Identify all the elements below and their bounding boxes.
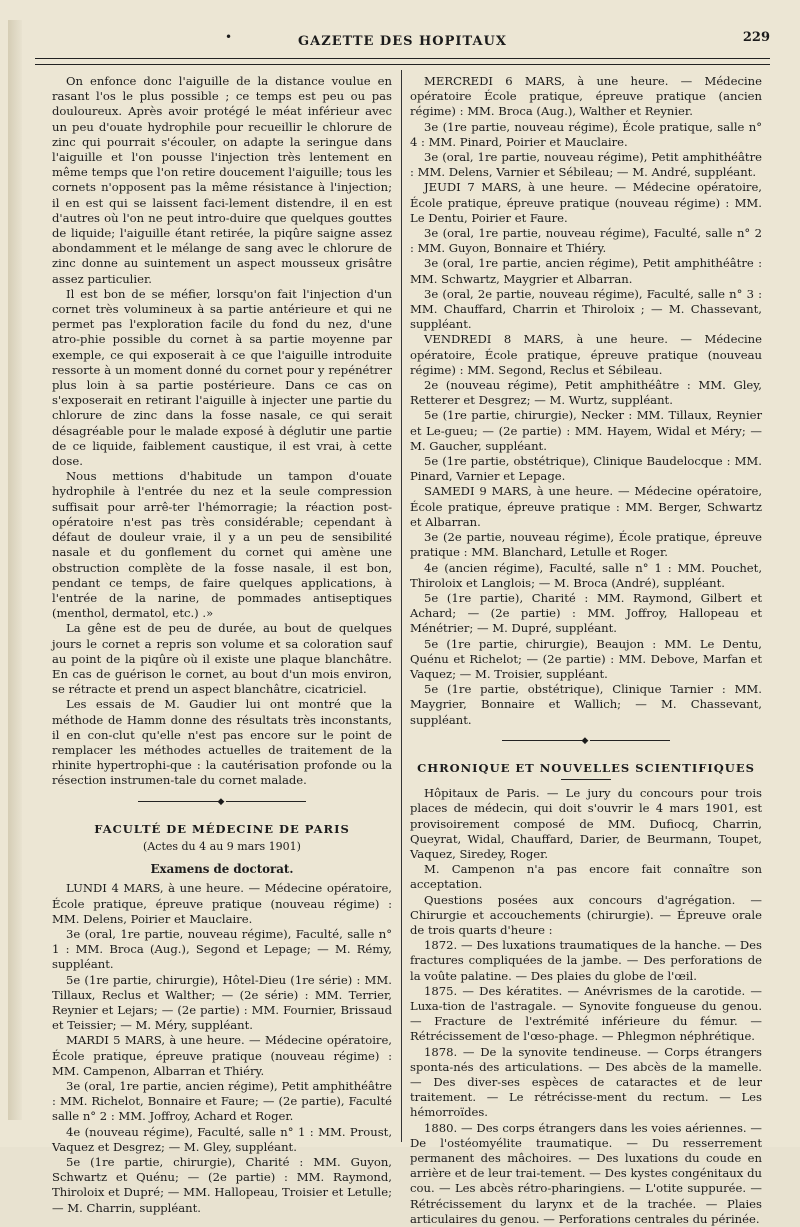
faculty-heading: FACULTÉ DE MÉDECINE DE PARIS xyxy=(94,821,350,836)
paragraph: On enfonce donc l'aiguille de la distance voulue en rasant l'os le plus possible ; ce temps est peu ou pas douloureux. Après avoir protégé le méat inférieur avec un peu d'ouate hydrophile pour recueillir le chlorure de zinc qui pourrait s'écouler, on adapte la seringue dans l'aiguille et l'on pousse l'injection très lentement en même temps que l'on retire doucement l'aiguille; tous les cornets n'opposent pas la même résistance à l'injection; il en est qui se laissent faci-lement distendre, il en est d'autres où l'on ne peut intro-duire que quelques gouttes de liquide; l'aiguille étant retirée, la piqûre saigne assez abondamment et le mélange de sang avec le chlorure de zinc donne au suintement un aspect mousseux grisâtre assez particulier. xyxy=(52,74,392,286)
exam-entry: MERCREDI 6 MARS, à une heure. — Médecine opératoire École pratique, épreuve pratique (ancien régime) : MM. Broca (Aug.), Walther et Reynier. xyxy=(410,74,762,119)
news-paragraph: M. Campenon n'a pas encore fait connaître son acceptation. xyxy=(410,862,762,892)
news-paragraph: Questions posées aux concours d'agrégation. — Chirurgie et accouchements (chirurgie). — Épreuve orale de trois quarts d'heure : xyxy=(410,892,762,937)
paragraph: Il est bon de se méfier, lorsqu'on fait l'injection d'un cornet très volumineux à sa partie antérieure et qui ne permet pas l'exploration facile du fond du nez, d'une atro-phie possible du cornet à sa partie moyenne par exemple, ce qui exposerait à ce que l'aiguille introduite ressorte à un moment donné du cornet pour y repénétrer plus loin à sa partie postérieure. Dans ce cas on s'exposerait en retirant l'aiguille à injecter une partie du chlorure de zinc dans la fosse nasale, ce qui serait désagréable pour le malade exposé à déglutir une partie de ce liquide, faiblement caustique, il est vrai, à cette dose. xyxy=(52,286,392,469)
journal-title: GAZETTE DES HOPITAUX xyxy=(298,34,507,49)
exam-entry: LUNDI 4 MARS, à une heure. — Médecine opératoire, École pratique, épreuve pratique (nouveau régime) : MM. Delens, Poirier et Mauclaire. xyxy=(52,881,392,926)
exam-entry: 3e (oral, 1re partie, nouveau régime), Faculté, salle n° 1 : MM. Broca (Aug.), Segond et Lepage; — M. Rémy, suppléant. xyxy=(52,926,392,972)
paragraph: La gêne est de peu de durée, au bout de quelques jours le cornet a repris son volume et sa coloration sauf au point de la piqûre où il existe une plaque blanchâtre. En cas de guérison le cornet, au bout d'un mois environ, se rétracte et prend un aspect blanchâtre, cicatriciel. xyxy=(52,621,392,697)
news-paragraph: 1878. — De la synovite tendineuse. — Corps étrangers sponta-nés des articulations. — Des abcès de la mamelle. — Des diver-ses espèces de cataractes et de leur traitement. — Le rétrécisse-ment du rectum. — Les hémorroïdes. xyxy=(410,1044,762,1120)
exam-entry: 5e (1re partie, chirurgie), Necker : MM. Tillaux, Reynier et Le-gueu; — (2e partie) : MM. Hayem, Widal et Méry; — M. Gaucher, suppléant. xyxy=(410,408,762,453)
exam-entry: 3e (oral, 1re partie, ancien régime), Petit amphithéâtre : MM. Richelot, Bonnaire et Faure; — (2e partie), Faculté salle n° 2 : MM. Joffroy, Achard et Roger. xyxy=(52,1079,392,1124)
exam-entry: 3e (1re partie, nouveau régime), École pratique, salle n° 4 : MM. Pinard, Poirier et Mauclaire. xyxy=(410,119,762,149)
heading-rule xyxy=(561,779,611,780)
exam-entry: 3e (2e partie, nouveau régime), École pratique, épreuve pratique : MM. Blanchard, Letulle et Roger. xyxy=(410,530,762,560)
section-ornament: ◆ xyxy=(52,795,392,810)
exam-entry: 4e (nouveau régime), Faculté, salle n° 1 : MM. Proust, Vaquez et Desgrez; — M. Gley, suppléant. xyxy=(52,1124,392,1154)
exam-entry: 5e (1re partie, obstétrique), Clinique Baudelocque : MM. Pinard, Varnier et Lepage. xyxy=(410,454,762,484)
paragraph: Les essais de M. Gaudier lui ont montré que la méthode de Hamm donne des résultats très inconstants, il en con-clut qu'elle n'est pas encore sur le point de remplacer les méthodes actuelles de traitement de la rhinite hypertrophi-que : la cautérisation profonde ou la résection instrumen-tale du cornet malade. xyxy=(52,697,392,788)
exam-entry: 5e (1re partie, chirurgie), Hôtel-Dieu (1re série) : MM. Tillaux, Reclus et Walther; — (2e série) : MM. Terrier, Reynier et Lejars; — (2e partie) : MM. Fournier, Brissaud et Teissier; — M. Méry, suppléant. xyxy=(52,972,392,1033)
exam-entry: MARDI 5 MARS, à une heure. — Médecine opératoire, École pratique, épreuve pratique (nouveau régime) : MM. Campenon, Albarran et Thiéry. xyxy=(52,1033,392,1078)
exam-entry: 2e (nouveau régime), Petit amphithéâtre : MM. Gley, Retterer et Desgrez; — M. Wurtz, suppléant. xyxy=(410,378,762,408)
left-column xyxy=(52,74,392,1216)
header-dot: • xyxy=(225,30,233,44)
exam-entry: 3e (oral, 2e partie, nouveau régime), Faculté, salle n° 3 : MM. Chauffard, Charrin et Thiroloix ; — M. Chassevant, suppléant. xyxy=(410,286,762,332)
exam-entry: 3e (oral, 1re partie, nouveau régime), Petit amphithéâtre : MM. Delens, Varnier et Sébileau; — M. André, suppléant. xyxy=(410,150,762,180)
exam-entry: SAMEDI 9 MARS, à une heure. — Médecine opératoire, École pratique, épreuve pratique : MM. Berger, Schwartz et Albarran. xyxy=(410,484,762,529)
exam-entry: 3e (oral, 1re partie, ancien régime), Petit amphithéâtre : MM. Schwartz, Maygrier et Albarran. xyxy=(410,256,762,286)
exam-entry: 5e (1re partie, chirurgie), Charité : MM. Guyon, Schwartz et Quénu; — (2e partie) : MM. Raymond, Thiroloix et Dupré; — MM. Hallopeau, Troisier et Letulle; — M. Charrin, suppléant. xyxy=(52,1155,392,1215)
exams-heading: Examens de doctorat. xyxy=(150,862,294,877)
page-number: 229 xyxy=(742,30,770,45)
exam-entry: JEUDI 7 MARS, à une heure. — Médecine opératoire, École pratique, épreuve pratique (nouveau régime) : MM. Le Dentu, Poirier et Faure. xyxy=(410,180,762,225)
page-binding-edge xyxy=(8,20,22,1120)
section-ornament: ◆ xyxy=(410,734,762,749)
exam-entry: 5e (1re partie, obstétrique), Clinique Tarnier : MM. Maygrier, Bonnaire et Wallich; — M. Chassevant, suppléant. xyxy=(410,682,762,727)
exam-entry: 4e (ancien régime), Faculté, salle n° 1 : MM. Pouchet, Thiroloix et Langlois; — M. Broca (André), suppléant. xyxy=(410,560,762,590)
exam-entry: 5e (1re partie, chirurgie), Beaujon : MM. Le Dentu, Quénu et Richelot; — (2e partie) : MM. Debove, Marfan et Vaquez; — M. Troisier, suppléant. xyxy=(410,636,762,681)
news-paragraph: Hôpitaux de Paris. — Le jury du concours pour trois places de médecin, qui doit s'ouvrir le 4 mars 1901, est provisoirement composé de MM. Dufiocq, Charrin, Queyrat, Widal, Chauffard, Darier, de Beurmann, Toupet, Vaquez, Siredey, Roger. xyxy=(410,786,762,861)
header-rule-thin xyxy=(35,64,770,65)
news-paragraph: 1872. — Des luxations traumatiques de la hanche. — Des fractures compliquées de la jambe. — Des perforations de la voûte palatine. — Des plaies du globe de l'œil. xyxy=(410,938,762,983)
news-paragraph: 1875. — Des kératites. — Anévrismes de la carotide. — Luxa-tion de l'astragale. — Synovite fongueuse du genou. — Fracture de l'extrémité inférieure du fémur. — Rétrécissement de l'œso-phage. — Phlegmon néphrétique. xyxy=(410,983,762,1044)
faculty-subheading: (Actes du 4 au 9 mars 1901) xyxy=(143,839,301,853)
exam-entry: 3e (oral, 1re partie, nouveau régime), Faculté, salle n° 2 : MM. Guyon, Bonnaire et Thiéry. xyxy=(410,226,762,256)
chronique-heading: CHRONIQUE ET NOUVELLES SCIENTIFIQUES xyxy=(417,760,755,775)
header-rule xyxy=(35,58,770,59)
news-paragraph: 1880. — Des corps étrangers dans les voies aériennes. — De l'ostéomyélite traumatique. — Du resserrement permanent des mâchoires. — Des luxations du coude en arrière et de leur trai-tement. — Des kystes congénitaux du cou. — Les abcès rétro-pharingiens. — L'otite suppurée. — Rétrécissement du larynx et de la trachée. — Plaies articulaires du genou. — Perforations centrales du périnée. xyxy=(410,1120,762,1226)
paragraph: Nous mettions d'habitude un tampon d'ouate hydrophile à l'entrée du nez et la seule compression suffisait pour arrê-ter l'hémorragie; la réaction post-opératoire n'est pas très considérable; cependant à défaut de douleur vraie, il y a un peu de sensibilité nasale et du gonflement du cornet qui amène une obstruction complète de la fosse nasale, il est bon, pendant ce temps, de faire quelques applications, à l'entrée de la narine, de pommades antiseptiques (menthol, dermatol, etc.) .» xyxy=(52,469,392,621)
right-column xyxy=(410,74,762,1227)
exam-entry: VENDREDI 8 MARS, à une heure. — Médecine opératoire, École pratique, épreuve pratique (nouveau régime) : MM. Segond, Reclus et Sébileau. xyxy=(410,332,762,377)
page-header xyxy=(35,30,770,58)
exam-entry: 5e (1re partie), Charité : MM. Raymond, Gilbert et Achard; — (2e partie) : MM. Joffroy, Hallopeau et Ménétrier; — M. Dupré, suppléant. xyxy=(410,590,762,636)
column-divider xyxy=(401,70,402,1142)
